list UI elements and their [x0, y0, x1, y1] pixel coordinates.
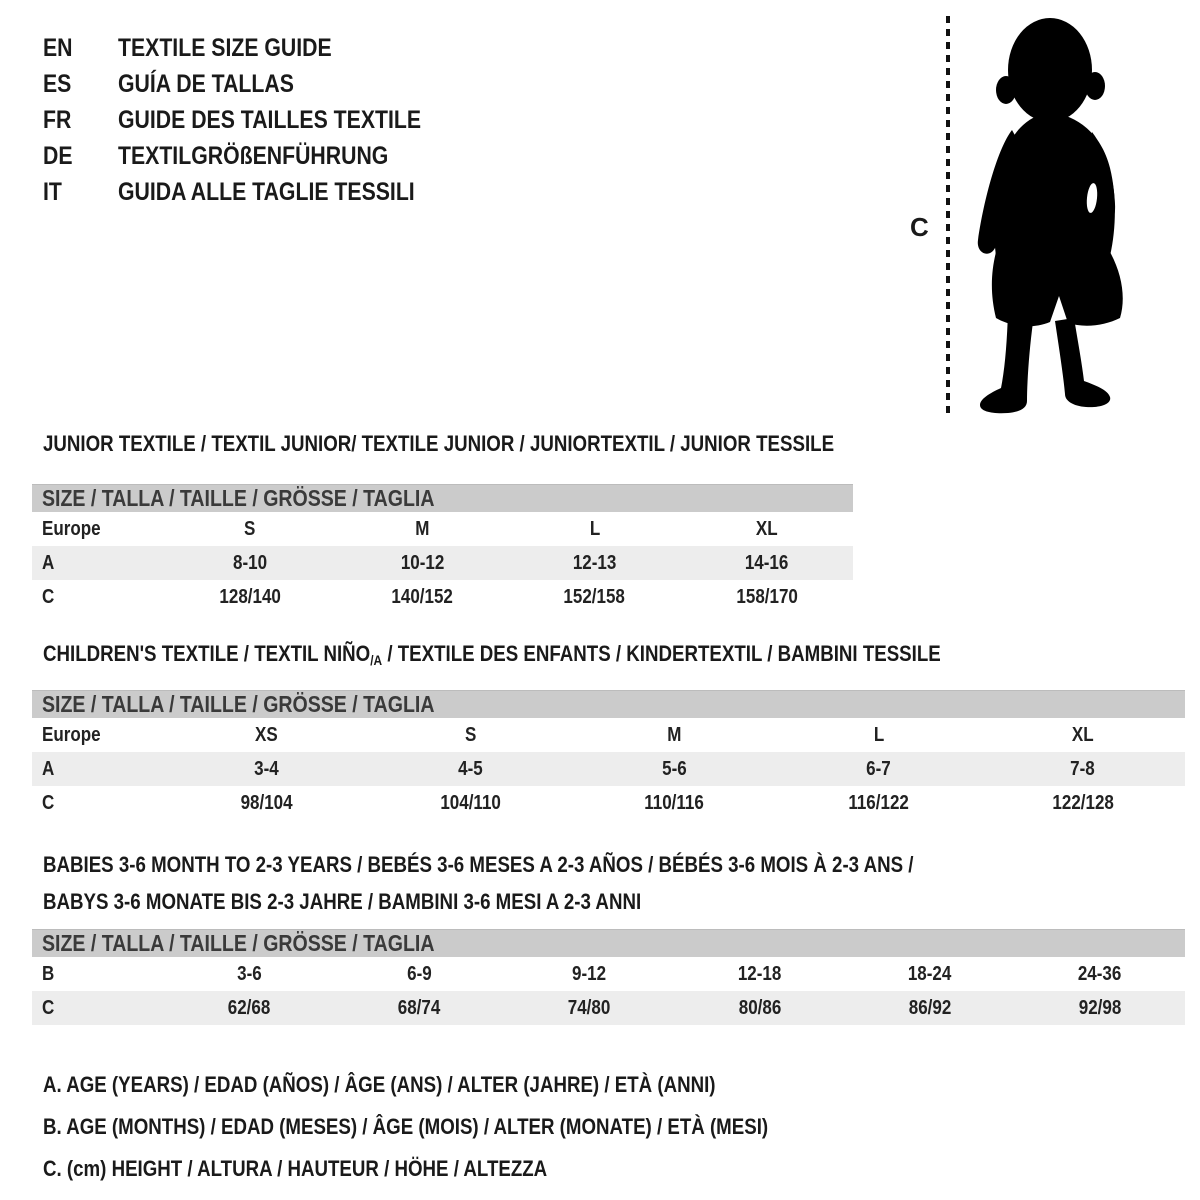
size-header-bar [32, 690, 1185, 718]
size-header-bar [32, 929, 1185, 957]
table-cell: 74/80 [568, 996, 611, 1019]
table-cell: XS [254, 723, 278, 746]
heading-post: / TEXTILE DES ENFANTS / KINDERTEXTIL / BAMBINI TESSILE [382, 641, 941, 666]
language-title-list [43, 30, 475, 210]
table-cell: 12-18 [737, 962, 782, 985]
row-label: A [42, 551, 55, 574]
table-row-europe [32, 512, 853, 546]
row-label: B [42, 962, 55, 985]
table-row-europe [32, 718, 1185, 752]
table-cell: S [244, 517, 256, 540]
table-cell: 8-10 [233, 551, 268, 574]
legend-line-a: A. AGE (YEARS) / EDAD (AÑOS) / ÂGE (ANS) / ALTER (JAHRE) / ETÀ (ANNI) [43, 1072, 716, 1097]
language-title-text: GUÍA DE TALLAS [118, 70, 294, 98]
language-code-text: EN [43, 34, 73, 62]
table-cell: 140/152 [391, 585, 454, 608]
language-row-de [43, 138, 475, 174]
table-cell: 122/128 [1052, 791, 1114, 814]
table-cell: XL [756, 517, 778, 540]
table-cell: M [667, 723, 682, 746]
table-cell: 5-6 [662, 757, 687, 780]
language-row-it [43, 174, 475, 210]
junior-table-grid [32, 512, 853, 614]
table-cell: 80/86 [738, 996, 781, 1019]
table-row-height [32, 991, 1185, 1025]
language-code-text: FR [43, 106, 72, 134]
language-row-es [43, 66, 475, 102]
language-code [43, 174, 118, 210]
heading-subscript: /A [370, 652, 383, 668]
heading-pre: CHILDREN'S TEXTILE / TEXTIL NIÑO [43, 641, 371, 666]
language-code-text: DE [43, 142, 73, 170]
babies-heading-line2: BABYS 3-6 MONATE BIS 2-3 JAHRE / BAMBINI 3-6 MESI A 2-3 ANNI [43, 889, 642, 914]
table-cell: XL [1072, 723, 1094, 746]
toddler-silhouette-icon [960, 12, 1142, 416]
table-cell: 110/116 [644, 791, 705, 814]
table-cell: 152/158 [563, 585, 626, 608]
size-header-text: SIZE / TALLA / TAILLE / GRÖSSE / TAGLIA [42, 691, 435, 717]
row-label: C [42, 996, 55, 1019]
row-label: C [42, 791, 55, 814]
babies-section-heading [43, 846, 1067, 920]
babies-table-grid [32, 957, 1185, 1025]
table-cell: 92/98 [1078, 996, 1122, 1019]
language-code-text: IT [43, 178, 62, 206]
table-cell: S [464, 723, 476, 746]
measure-legend [43, 1064, 896, 1190]
language-title-text: GUIDE DES TAILLES TEXTILE [118, 106, 422, 134]
table-row-height [32, 580, 853, 614]
table-cell: 158/170 [736, 585, 798, 608]
language-title [118, 174, 467, 210]
table-cell: 4-5 [457, 757, 483, 780]
table-cell: L [873, 723, 884, 746]
language-title [118, 30, 369, 66]
language-title [118, 138, 436, 174]
table-cell: 7-8 [1070, 757, 1096, 780]
legend-line-b: B. AGE (MONTHS) / EDAD (MESES) / ÂGE (MOIS) / ALTER (MONATE) / ETÀ (MESI) [43, 1114, 769, 1139]
table-cell: L [589, 517, 600, 540]
junior-size-table [32, 484, 853, 614]
table-row-age [32, 546, 853, 580]
table-cell: 6-9 [406, 962, 432, 985]
size-header-text: SIZE / TALLA / TAILLE / GRÖSSE / TAGLIA [42, 485, 435, 511]
language-code [43, 66, 118, 102]
row-label: Europe [42, 723, 101, 746]
language-title-text: GUIDA ALLE TAGLIE TESSILI [118, 178, 415, 206]
table-cell: M [415, 517, 430, 540]
table-cell: 86/92 [908, 996, 951, 1019]
size-header-bar [32, 484, 853, 512]
table-row-age [32, 752, 1185, 786]
legend-line-c: C. (cm) HEIGHT / ALTURA / HAUTEUR / HÖHE / ALTEZZA [43, 1156, 548, 1181]
table-cell: 10-12 [400, 551, 445, 574]
table-cell: 12-13 [572, 551, 617, 574]
row-label: A [42, 757, 55, 780]
table-cell: 14-16 [745, 551, 789, 574]
table-cell: 3-4 [253, 757, 279, 780]
table-cell: 116/122 [848, 791, 909, 814]
height-measure-dashed-line [946, 16, 950, 414]
babies-heading-line1: BABIES 3-6 MONTH TO 2-3 YEARS / BEBÉS 3-6 MESES A 2-3 AÑOS / BÉBÉS 3-6 MOIS À 2-3 ANS / [43, 852, 914, 877]
table-cell: 24-36 [1078, 962, 1122, 985]
junior-section-heading-text: JUNIOR TEXTILE / TEXTIL JUNIOR/ TEXTILE JUNIOR / JUNIORTEXTIL / JUNIOR TESSILE [43, 431, 835, 456]
height-measure-label: C [910, 212, 929, 242]
table-row-height [32, 786, 1185, 820]
table-cell: 128/140 [219, 585, 281, 608]
language-row-fr [43, 102, 475, 138]
language-title-text: TEXTILGRÖßENFÜHRUNG [118, 142, 389, 170]
babies-size-table [32, 929, 1185, 1025]
table-cell: 3-6 [236, 962, 262, 985]
row-label: Europe [42, 517, 101, 540]
language-code [43, 138, 118, 174]
language-code-text: ES [43, 70, 72, 98]
language-code [43, 30, 118, 66]
language-title-text: TEXTILE SIZE GUIDE [118, 34, 332, 62]
junior-section-heading [43, 430, 974, 458]
children-section-heading [43, 640, 1099, 674]
table-cell: 62/68 [227, 996, 271, 1019]
children-size-table [32, 690, 1185, 820]
language-title [118, 66, 325, 102]
table-cell: 68/74 [397, 996, 441, 1019]
table-cell: 9-12 [572, 962, 607, 985]
table-cell: 98/104 [240, 791, 293, 814]
table-cell: 104/110 [440, 791, 501, 814]
table-row-age-months [32, 957, 1185, 991]
language-code [43, 102, 118, 138]
language-title [118, 102, 475, 138]
row-label: C [42, 585, 55, 608]
size-header-text: SIZE / TALLA / TAILLE / GRÖSSE / TAGLIA [42, 930, 435, 956]
table-cell: 6-7 [866, 757, 891, 780]
children-section-heading-text [43, 640, 941, 674]
language-row-en [43, 30, 475, 66]
children-table-grid [32, 718, 1185, 820]
table-cell: 18-24 [907, 962, 952, 985]
